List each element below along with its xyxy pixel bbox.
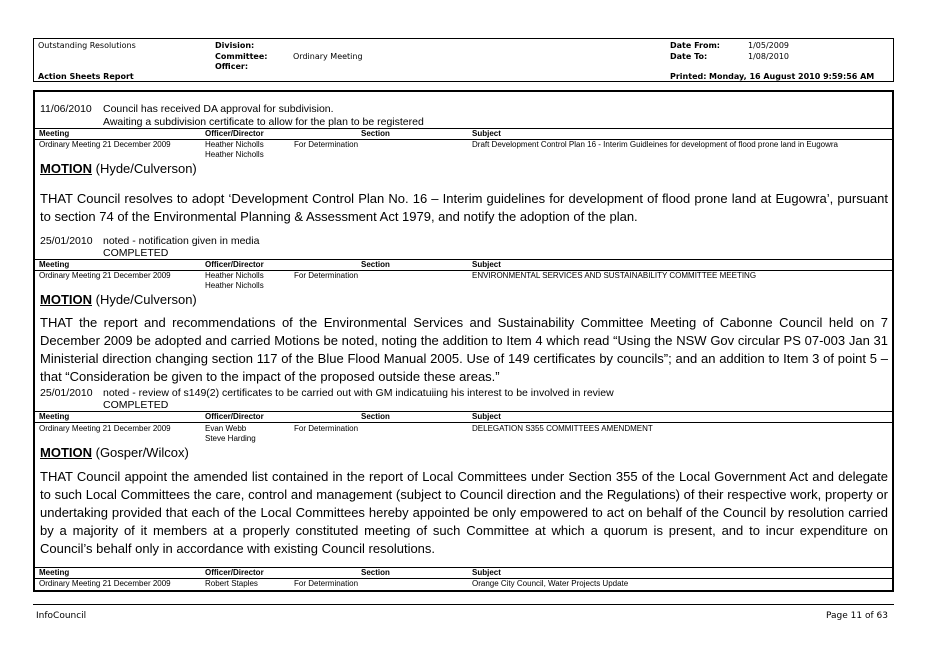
footer-brand: InfoCouncil xyxy=(36,611,87,621)
col-officer: Officer/Director xyxy=(205,412,264,421)
resolution-text: THAT Council resolves to adopt ‘Development Control Plan No. 16 – Interim guidelines for development of flood prone land at Eugowra’, pursuant to section 74 of the Environmental Planning & Assessment Act 1979, and notify the adoption of the plan. xyxy=(40,191,888,224)
officer-cell: Robert Staples xyxy=(205,579,258,588)
motion-heading xyxy=(40,292,197,307)
col-section: Section xyxy=(361,412,390,421)
note-date: 25/01/2010 xyxy=(40,387,93,399)
col-section: Section xyxy=(361,129,390,138)
officer-cell: Heather Nicholls xyxy=(205,140,264,149)
col-subject: Subject xyxy=(472,412,501,421)
motion-movers: (Hyde/Culverson) xyxy=(92,161,197,176)
col-meeting: Meeting xyxy=(39,260,70,269)
motion-word: MOTION xyxy=(40,161,92,176)
subject-cell: Orange City Council, Water Projects Update xyxy=(472,579,629,588)
page-number: Page 11 of 63 xyxy=(826,611,888,621)
col-meeting: Meeting xyxy=(39,129,70,138)
resolution-text: THAT the report and recommendations of the Environmental Services and Sustainability Committee Meeting of Cabonne Council held on 7 December 2009 be adopted and carried Motions be noted, noting the addition to Item 4 which read “Using the NSW Gov circular PS 07-003 Jan 31 Ministerial direction changing section 117 of the Blue Flood Manual 2005. Use of 149 certificates by councils”; and an addition to Item 3 of point 5 – that “Consideration be given to the impact of the proposed outside these areas.” xyxy=(40,315,888,384)
meeting-cell: Ordinary Meeting 21 December 2009 xyxy=(39,424,171,433)
officer-cell: Evan Webb xyxy=(205,424,247,433)
note-text: noted - review of s149(2) certificates to be carried out with GM indicatuiing his interest to be involved in review xyxy=(103,387,614,399)
table-header-row xyxy=(35,128,892,140)
motion-word: MOTION xyxy=(40,292,92,307)
col-section: Section xyxy=(361,568,390,577)
motion-heading xyxy=(40,161,197,176)
resolutions-frame xyxy=(33,90,894,592)
status-completed: COMPLETED xyxy=(103,247,169,259)
subject-cell: Draft Development Control Plan 16 - Interim Guidleines for development of flood prone land in Eugowra xyxy=(472,140,838,149)
date-to-label: Date To: xyxy=(670,52,708,61)
footer-divider xyxy=(33,604,894,605)
printed-value: Monday, 16 August 2010 9:59:56 AM xyxy=(709,72,875,81)
subject-cell: ENVIRONMENTAL SERVICES AND SUSTAINABILITY COMMITTEE MEETING xyxy=(472,271,757,280)
motion-movers: (Gosper/Wilcox) xyxy=(92,445,189,460)
note-date: 25/01/2010 xyxy=(40,235,93,247)
note-text: noted - notification given in media xyxy=(103,235,260,247)
col-officer: Officer/Director xyxy=(205,568,264,577)
officer-cell: Heather Nicholls xyxy=(205,271,264,280)
top-note-line1: Council has received DA approval for subdivision. xyxy=(103,103,334,115)
date-from-value: 1/05/2009 xyxy=(748,41,790,50)
table-header-row xyxy=(35,259,892,271)
col-meeting: Meeting xyxy=(39,568,70,577)
section-cell: For Determination xyxy=(294,140,359,149)
meeting-cell: Ordinary Meeting 21 December 2009 xyxy=(39,140,171,149)
meeting-cell: Ordinary Meeting 21 December 2009 xyxy=(39,579,171,588)
committee-value: Ordinary Meeting xyxy=(293,52,363,61)
table-header-row xyxy=(35,411,892,423)
motion-word: MOTION xyxy=(40,445,92,460)
report-title: Outstanding Resolutions xyxy=(38,41,136,50)
date-to-value: 1/08/2010 xyxy=(748,52,790,61)
report-header xyxy=(33,38,894,82)
top-note-date: 11/06/2010 xyxy=(40,103,92,115)
motion-heading xyxy=(40,445,189,460)
resolution-text: THAT Council appoint the amended list contained in the report of Local Committees under Section 355 of the Local Government Act and delegate to such Local Committees the care, control and management (subject to Council direction and the Regulations) of their respective work, property or undertaking provided that each of the Local Committees hereby appointed be only empowered to act on behalf of the Council by resolution carried by a majority of it members at a properly constituted meeting of such Committee at which a quorum is present, and to incur expenditure on Council’s behalf only in accordance with existing Council resolutions. xyxy=(40,469,888,556)
status-completed: COMPLETED xyxy=(103,399,169,411)
col-subject: Subject xyxy=(472,568,501,577)
director-cell: Heather Nicholls xyxy=(205,281,264,290)
col-officer: Officer/Director xyxy=(205,129,264,138)
officer-label: Officer: xyxy=(215,62,249,71)
committee-label: Committee: xyxy=(215,52,268,61)
section-cell: For Determination xyxy=(294,424,359,433)
motion-movers: (Hyde/Culverson) xyxy=(92,292,197,307)
table-header-row xyxy=(35,567,892,579)
section-cell: For Determination xyxy=(294,271,359,280)
col-section: Section xyxy=(361,260,390,269)
director-cell: Steve Harding xyxy=(205,434,256,443)
division-label: Division: xyxy=(215,41,255,50)
top-note-line2: Awaiting a subdivision certificate to allow for the plan to be registered xyxy=(103,116,424,128)
subject-cell: DELEGATION S355 COMMITTEES AMENDMENT xyxy=(472,424,653,433)
section-cell: For Determination xyxy=(294,579,359,588)
col-subject: Subject xyxy=(472,260,501,269)
printed-label: Printed: xyxy=(670,72,707,81)
report-name: Action Sheets Report xyxy=(38,72,134,81)
col-subject: Subject xyxy=(472,129,501,138)
director-cell: Heather Nicholls xyxy=(205,150,264,159)
col-meeting: Meeting xyxy=(39,412,70,421)
date-from-label: Date From: xyxy=(670,41,721,50)
meeting-cell: Ordinary Meeting 21 December 2009 xyxy=(39,271,171,280)
col-officer: Officer/Director xyxy=(205,260,264,269)
